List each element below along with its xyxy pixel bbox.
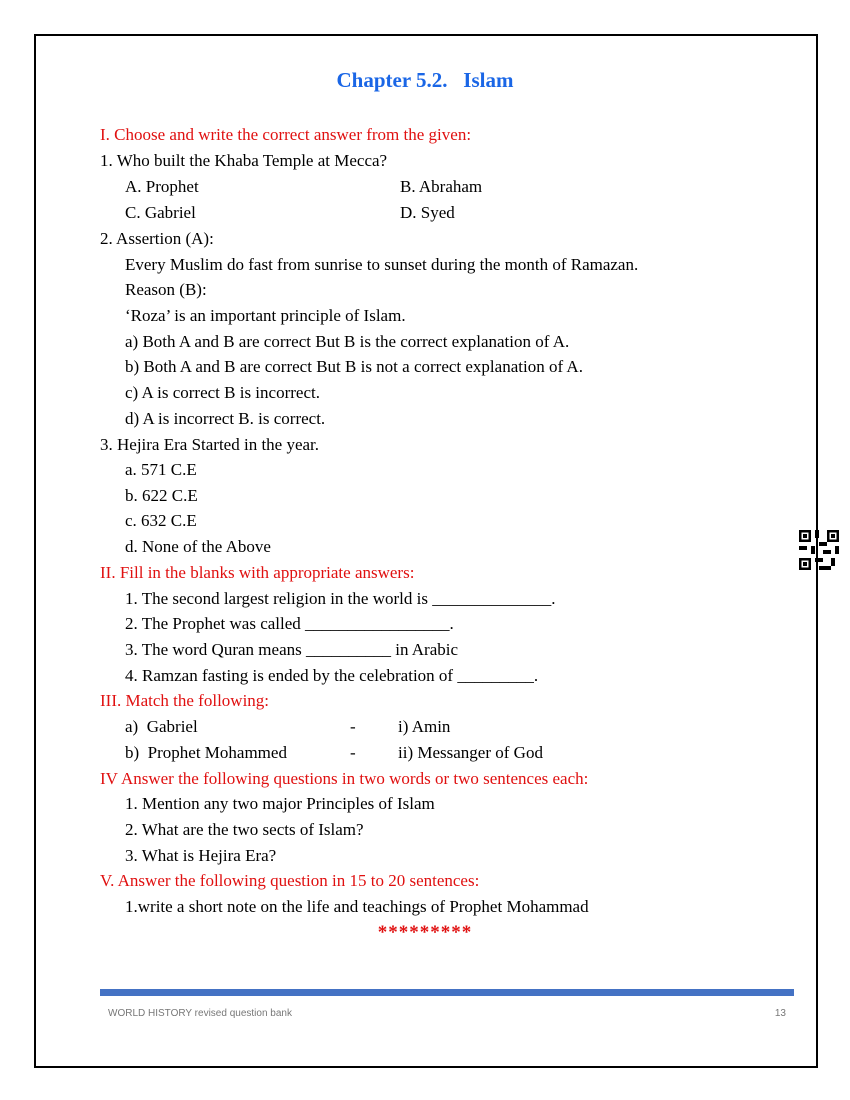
option: c) A is correct B is incorrect. (125, 383, 320, 402)
fill-blank-item: 4. Ramzan fasting is ended by the celebration of _________. (125, 666, 539, 685)
option: d) A is incorrect B. is correct. (125, 409, 326, 428)
page-title: Chapter 5.2. Islam (336, 68, 514, 92)
option: C. Gabriel (125, 203, 196, 222)
question: 2. Assertion (A): (100, 229, 214, 248)
match-left: a) Gabriel (125, 717, 198, 736)
reason-text: ‘Roza’ is an important principle of Islam. (125, 306, 406, 325)
option: a) Both A and B are correct But B is the correct explanation of A. (125, 332, 570, 351)
question: 3. Hejira Era Started in the year. (100, 435, 320, 454)
section-4-heading: IV Answer the following questions in two words or two sentences each: (100, 769, 589, 788)
fill-blank-item: 1. The second largest religion in the world is ______________. (125, 589, 556, 608)
short-question: 3. What is Hejira Era? (125, 846, 277, 865)
option: A. Prophet (125, 177, 199, 196)
match-left: b) Prophet Mohammed (125, 743, 287, 762)
assertion-text: Every Muslim do fast from sunrise to sunset during the month of Ramazan. (125, 255, 639, 274)
option: b) Both A and B are correct But B is not a correct explanation of A. (125, 357, 583, 376)
section-2-heading: II. Fill in the blanks with appropriate answers: (100, 563, 415, 582)
option: d. None of the Above (125, 537, 271, 556)
match-right: i) Amin (398, 717, 451, 736)
footer-title: WORLD HISTORY revised question bank (108, 1008, 292, 1019)
page-number: 13 (774, 1008, 786, 1019)
match-dash: - (350, 717, 356, 736)
footer-rule (100, 989, 794, 996)
option: b. 622 C.E (125, 486, 198, 505)
short-question: 2. What are the two sects of Islam? (125, 820, 364, 839)
option: c. 632 C.E (125, 511, 197, 530)
section-3-heading: III. Match the following: (100, 691, 270, 710)
long-question: 1.write a short note on the life and teachings of Prophet Mohammad (125, 897, 589, 916)
section-1-heading: I. Choose and write the correct answer from the given: (100, 125, 472, 144)
match-right: ii) Messanger of God (398, 743, 543, 762)
section-5-heading: V. Answer the following question in 15 to 20 sentences: (100, 871, 480, 890)
fill-blank-item: 2. The Prophet was called _________________. (125, 614, 454, 633)
question: 1. Who built the Khaba Temple at Mecca? (100, 151, 388, 170)
qr-code-icon (799, 530, 839, 570)
match-dash: - (350, 743, 356, 762)
end-stars: ********* (377, 922, 473, 943)
option: B. Abraham (400, 177, 483, 196)
reason-label: Reason (B): (125, 280, 207, 299)
fill-blank-item: 3. The word Quran means __________ in Arabic (125, 640, 459, 659)
option: a. 571 C.E (125, 460, 197, 479)
option: D. Syed (400, 203, 455, 222)
short-question: 1. Mention any two major Principles of Islam (125, 794, 435, 813)
